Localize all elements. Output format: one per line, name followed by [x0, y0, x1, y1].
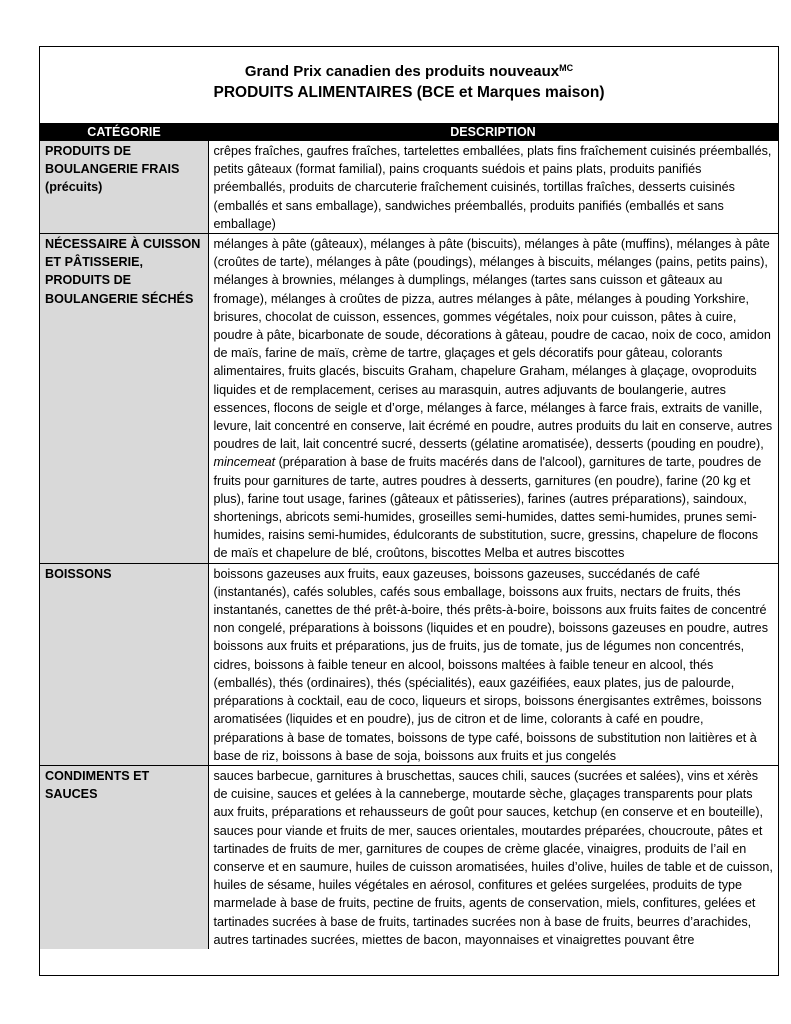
description-cell: crêpes fraîches, gaufres fraîches, tartelettes emballées, plats fins fraîchement cuisinés préemballés, petits gâteaux (format familial), pains croquants suédois et pains plats, produits panifiés préemballés, produits de charcuterie fraîchement cuisinés, tortillas fraîches, desserts cuisinés (emballés et sans emballage), sandwiches préemballés, produits panifiés (emballés et sans emballage) — [208, 141, 778, 234]
trademark-sup: MC — [559, 63, 574, 73]
title-block — [40, 47, 778, 124]
category-cell: CONDIMENTS ET SAUCES — [40, 765, 208, 949]
description-text: (préparation à base de fruits macérés dans de l'alcool), garnitures de tarte, poudres de fruits pour garnitures de tarte, autres poudres à desserts, garnitures (en poudre), farine (20 kg et plus), farine tout usage, farines (gâteaux et pâtisseries), farines (autres préparations), saindoux, shortenings, abricots semi-humides, groseilles semi-humides, dattes semi-humides, prunes semi-humides, raisins semi-humides, édulcorants de substitution, sucre, gressins, chapelure de flocons de maïs et chapelure de blé, croûtons, biscottes Melba et autres biscottes — [213, 455, 762, 561]
description-cell: boissons gazeuses aux fruits, eaux gazeuses, boissons gazeuses, succédanés de café (instantanés), cafés solubles, cafés sous emballage, boissons aux fruits, nectars de fruits, thés instantanés, canettes de thé prêt-à-boire, thés prêts-à-boire, boissons aux fruits faites de concentré non congelé, préparations à boissons (liquides et en poudre), boissons gazeuses en poudre, autres boissons aux fruits et préparations, jus de fruits, jus de tomate, jus de légumes non concentrés, cidres, boissons à faible teneur en alcool, boissons maltées à faible teneur en alcool, thés (emballés), thés (ordinaires), thés (spécialités), eaux gazéifiées, eaux plates, jus de palourde, préparations à cocktail, eau de coco, liqueurs et sirops, boissons énergisantes extrêmes, boissons aromatisées (liquides et en poudre), jus de citron et de lime, colorants à café en poudre, préparations à base de tomates, boissons de type café, boissons de substitution non laitières et à base de riz, boissons à base de soja, boissons aux fruits et jus congelés — [208, 563, 778, 765]
column-header-description: DESCRIPTION — [208, 124, 778, 141]
page-subtitle: PRODUITS ALIMENTAIRES (BCE et Marques maison) — [213, 84, 605, 101]
table-row — [40, 141, 778, 234]
description-cell: sauces barbecue, garnitures à bruschettas, sauces chili, sauces (sucrées et salées), vins et xérès de cuisine, sauces et gelées à la canneberge, moutarde sèche, glaçages transparents pour plats aux fruits, préparations et rehausseurs de goût pour sauces, ketchup (en conserve et en bouteille), sauces pour viande et fruits de mer, sauces orientales, moutardes préparées, choucroute, pâtes et tartinades de fruits de mer, garnitures de coupes de crème glacée, vinaigres, produits de l’ail en conserve et en saumure, huiles de cuisson aromatisées, huiles d’olive, huiles de table et de cuisson, huiles de sésame, huiles végétales en aérosol, confitures et gelées surgelées, produits de type marmelade à base de fruits, pectine de fruits, agents de conservation, miels, confitures, gelées et tartinades sucrées à base de fruits, tartinades sucrées non à base de fruits, beurres d’arachides, autres tartinades sucrées, miettes de bacon, mayonnaises et vinaigrettes pouvant être — [208, 765, 778, 949]
description-text: mélanges à pâte (gâteaux), mélanges à pâte (biscuits), mélanges à pâte (muffins), mélanges à pâte (croûtes de tarte), mélanges à pâte (poudings), mélanges à biscuits, mélanges (pains, petits pains), mélanges à brownies, mélanges à dumplings, mélanges (tartes sans cuisson et gâteaux au fromage), mélanges à croûtes de pizza, autres mélanges à pâte, mélanges à pouding Yorkshire, brisures, chocolat de cuisson, essences, gommes végétales, noix pour cuisson, pâtes à cuire, poudre à pâte, bicarbonate de soude, décorations à gâteau, poudre de cacao, noix de coco, amidon de maïs, farine de maïs, crème de tartre, glaçages et gels décoratifs pour gâteau, colorants alimentaires, fruits glacés, biscuits Graham, chapelure Graham, mélanges à glaçage, ovoproduits liquides et de remplacement, cerises au marasquin, autres adjuvants de boulangerie, autres essences, flocons de seigle et d’orge, mélanges à farce, mélanges à farce frais, extraits de vanille, levure, lait concentré en conserve, lait écrémé en poudre, autres produits du lait en conserve, autres poudres de lait, lait concentré sucré, desserts (gélatine aromatisée), desserts (pouding en poudre), — [213, 237, 773, 452]
page-title — [40, 63, 778, 81]
table-row — [40, 563, 778, 765]
description-cell — [208, 234, 778, 564]
category-table — [40, 124, 778, 949]
document-page — [39, 46, 779, 976]
column-header-category: CATÉGORIE — [40, 124, 208, 141]
table-header-row — [40, 124, 778, 141]
table-row — [40, 765, 778, 949]
table-row — [40, 234, 778, 564]
category-cell: PRODUITS DE BOULANGERIE FRAIS (précuits) — [40, 141, 208, 234]
category-cell: BOISSONS — [40, 563, 208, 765]
title-text: Grand Prix canadien des produits nouveaux — [244, 63, 560, 80]
category-cell: NÉCESSAIRE À CUISSON ET PÂTISSERIE, PRODUITS DE BOULANGERIE SÉCHÉS — [40, 234, 208, 564]
description-italic-term: mincemeat — [213, 455, 276, 470]
